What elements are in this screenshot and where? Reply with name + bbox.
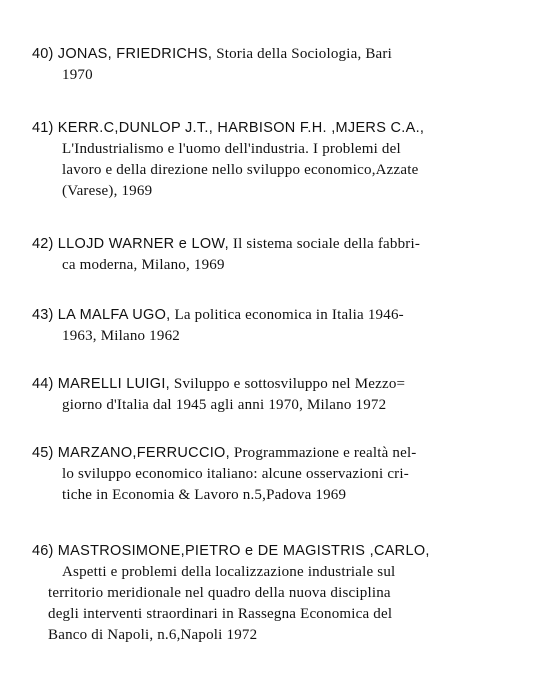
entry-first-line: [32, 443, 540, 464]
entry-number: 40): [32, 46, 54, 62]
entry-author: LA MALFA UGO,: [57, 307, 171, 323]
entry-number: 46): [32, 543, 54, 559]
entry-continuation-line: L'Industrialismo e l'uomo dell'industria. I problemi del: [62, 141, 401, 157]
entry-title: La politica economica in Italia 1946-: [170, 307, 404, 323]
entry-number: 45): [32, 445, 54, 461]
entry-continuation-line: lavoro e della direzione nello sviluppo economico,Azzate: [62, 162, 419, 178]
bibliography-entry-41: [32, 118, 540, 202]
entry-continuation-line: lo sviluppo economico italiano: alcune osservazioni cri-: [62, 466, 409, 482]
entry-author: MARZANO,FERRUCCIO,: [57, 445, 230, 461]
bibliography-entry-40: [32, 44, 540, 86]
bibliography-entry-42: [32, 234, 540, 276]
entry-continuation-line: 1970: [62, 67, 93, 83]
entry-title: Sviluppo e sottosviluppo nel Mezzo=: [169, 376, 406, 392]
entry-author: JONAS, FRIEDRICHS,: [57, 46, 213, 62]
entry-continuation-line: 1963, Milano 1962: [62, 328, 180, 344]
entry-author: LLOJD WARNER e LOW,: [57, 236, 229, 252]
entry-author: KERR.C,DUNLOP J.T., HARBISON F.H. ,MJERS C.A.,: [57, 120, 425, 136]
entry-continuation-line: tiche in Economia & Lavoro n.5,Padova 1969: [62, 487, 347, 503]
bibliography-entry-43: [32, 305, 540, 347]
entry-continuation-line: (Varese), 1969: [62, 183, 153, 199]
entry-author: MASTROSIMONE,PIETRO e DE MAGISTRIS ,CARLO,: [57, 543, 430, 559]
entry-title: Storia della Sociologia, Bari: [212, 46, 392, 62]
entry-first-line: [32, 305, 540, 326]
entry-continuation-line: giorno d'Italia dal 1945 agli anni 1970, Milano 1972: [62, 397, 387, 413]
bibliography-entry-44: [32, 374, 540, 416]
entry-continuation-line: Aspetti e problemi della localizzazione industriale sul: [62, 564, 396, 580]
entry-first-line: [32, 234, 540, 255]
entry-author: MARELLI LUIGI,: [57, 376, 170, 392]
entry-continuation-line: degli interventi straordinari in Rassegna Economica del: [48, 606, 393, 622]
entry-first-line: [32, 118, 540, 139]
bibliography-entry-46: [32, 541, 540, 646]
entry-title: Programmazione e realtà nel-: [229, 445, 417, 461]
entry-continuation-line: Banco di Napoli, n.6,Napoli 1972: [48, 627, 258, 643]
entry-continuation-line: territorio meridionale nel quadro della nuova disciplina: [48, 585, 391, 601]
entry-number: 41): [32, 120, 54, 136]
entry-continuation-line: ca moderna, Milano, 1969: [62, 257, 225, 273]
entry-number: 43): [32, 307, 54, 323]
entry-first-line: [32, 374, 540, 395]
entry-first-line: [32, 541, 540, 562]
entry-number: 42): [32, 236, 54, 252]
entry-first-line: [32, 44, 540, 65]
entry-title: Il sistema sociale della fabbri-: [228, 236, 421, 252]
bibliography-entry-45: [32, 443, 540, 506]
entry-number: 44): [32, 376, 54, 392]
